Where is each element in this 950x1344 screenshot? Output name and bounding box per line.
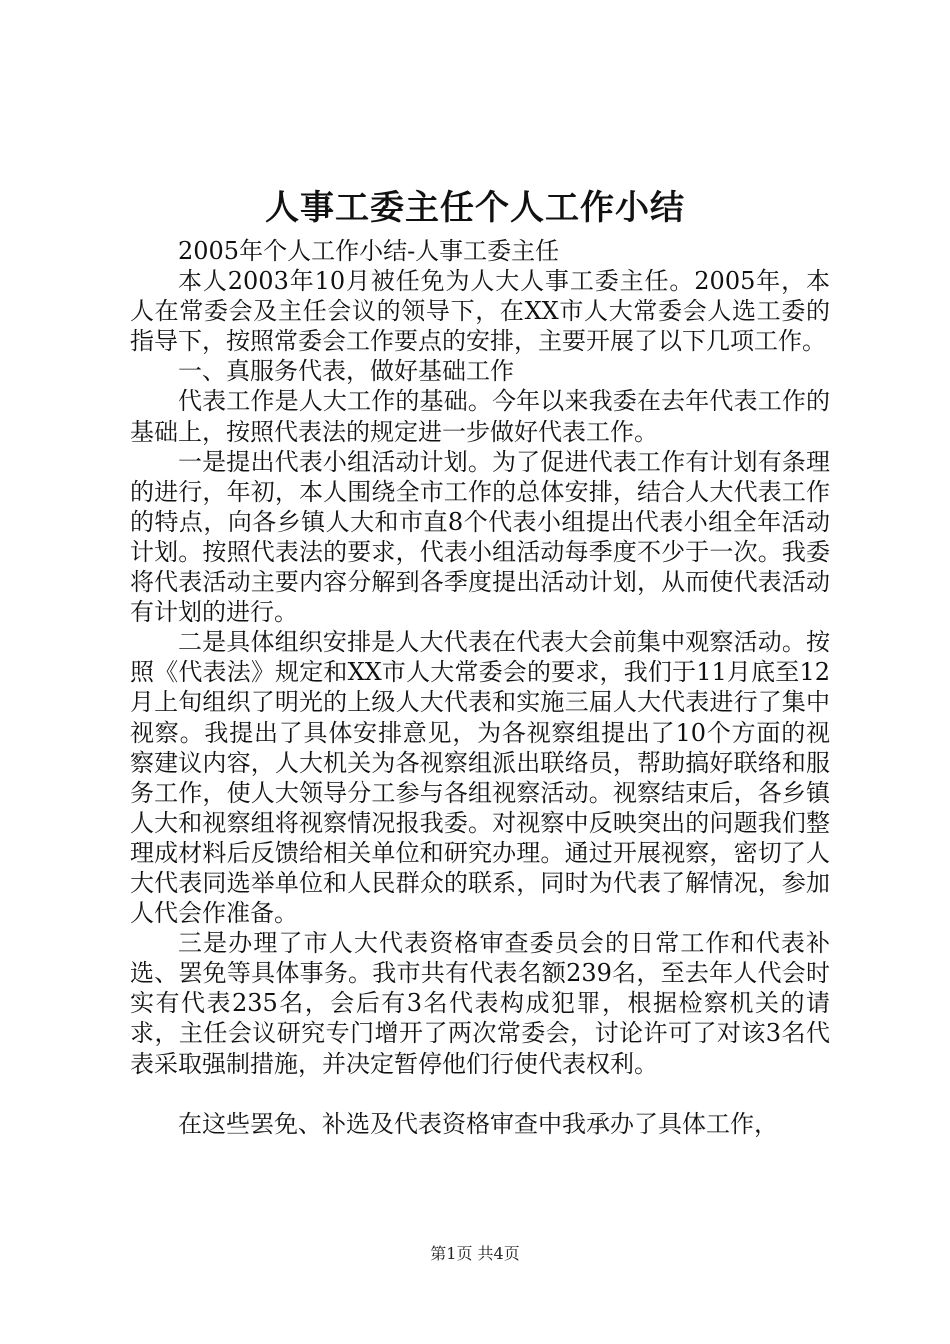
body-paragraph: 在这些罢免、补选及代表资格审查中我承办了具体工作， <box>178 1109 778 1138</box>
document-title: 人事工委主任个人工作小结 <box>265 188 685 228</box>
body-paragraph: 三是办理了市人大代表资格审查委员会的日常工作和代表补选、罢免等具体事务。我市共有代表名额239名，至去年人代会时实有代表235名，会后有3名代表构成犯罪，根据检察机关的请求，主任会议研究专门增开了两次常委会，讨论许可了对该3名代表采取强制措施，并决定暂停他们行使代表权利。 <box>130 929 830 1078</box>
body-paragraph: 二是具体组织安排是人大代表在代表大会前集中观察活动。按照《代表法》规定和XX市人大常委会的要求，我们于11月底至12月上旬组织了明光的上级人大代表和实施三届人大代表进行了集中视察。我提出了具体安排意见，为各视察组提出了10个方面的视察建议内容，人大机关为各视察组派出联络员，帮助搞好联络和服务工作，使人大领导分工参与各组视察活动。视察结束后，各乡镇人大和视察组将视察情况报我委。对视察中反映突出的问题我们整理成材料后反馈给相关单位和研究办理。通过开展视察，密切了人大代表同选举单位和人民群众的联系，同时为代表了解情况，参加人代会作准备。 <box>130 628 830 928</box>
intro-paragraph: 本人2003年10月被任免为人大人事工委主任。2005年，本人在常委会及主任会议的领导下，在XX市人大常委会人选工委的指导下，按照常委会工作要点的安排，主要开展了以下几项工作。 <box>130 267 830 356</box>
subtitle-paragraph: 2005年个人工作小结-人事工委主任 <box>178 237 560 265</box>
section-heading: 一、真服务代表，做好基础工作 <box>178 357 514 386</box>
page-number: 第1页 共4页 <box>430 1244 520 1263</box>
body-paragraph: 代表工作是人大工作的基础。今年以来我委在去年代表工作的基础上，按照代表法的规定进一步做好代表工作。 <box>130 387 830 446</box>
document-body <box>130 236 830 1139</box>
body-paragraph: 一是提出代表小组活动计划。为了促进代表工作有计划有条理的进行，年初，本人围绕全市工作的总体安排，结合人大代表工作的特点，向各乡镇人大和市直8个代表小组提出代表小组全年活动计划。按照代表法的要求，代表小组活动每季度不少于一次。我委将代表活动主要内容分解到各季度提出活动计划，从而使代表活动有计划的进行。 <box>130 447 830 627</box>
